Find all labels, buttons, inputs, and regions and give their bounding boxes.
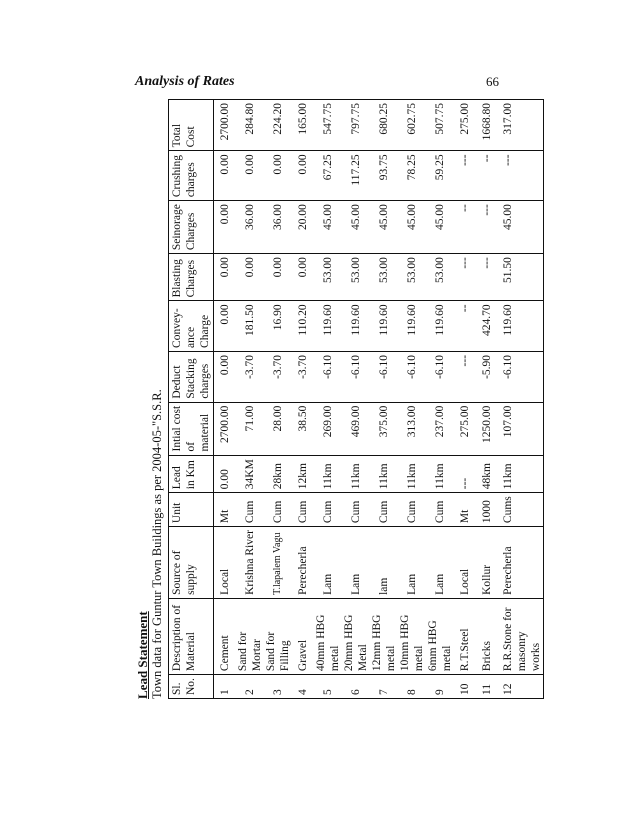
table-row — [426, 100, 454, 699]
table-cell: 71.00 — [236, 402, 264, 455]
table-cell: 119.60 — [342, 301, 370, 352]
table-cell: Mt — [454, 493, 476, 527]
table-cell: 119.60 — [370, 301, 398, 352]
table-cell: 275.00 — [454, 100, 476, 151]
table-cell: 424.70 — [476, 301, 498, 352]
table-cell: Gravel — [292, 598, 314, 674]
table-cell: 107.00 — [498, 402, 544, 455]
table-cell: 2700.00 — [214, 100, 237, 151]
table-cell: 0.00 — [236, 151, 264, 201]
table-cell: -6.10 — [426, 351, 454, 402]
table-cell: 8 — [398, 675, 426, 699]
table-cell: --- — [476, 201, 498, 254]
table-cell: Kollur — [476, 527, 498, 599]
table-cell: 53.00 — [314, 254, 342, 301]
table-cell: 36.00 — [264, 201, 292, 254]
table-cell: 45.00 — [498, 201, 544, 254]
table-cell: Cum — [426, 493, 454, 527]
table-cell: 45.00 — [342, 201, 370, 254]
table-cell: 16.90 — [264, 301, 292, 352]
table-cell: -- — [454, 301, 476, 352]
table-cell: 2 — [236, 675, 264, 699]
table-cell: --- — [498, 151, 544, 201]
table-cell: 680.25 — [370, 100, 398, 151]
table-cell: 547.75 — [314, 100, 342, 151]
table-cell: 7 — [370, 675, 398, 699]
table-cell: Cum — [398, 493, 426, 527]
table-cell: R.R.Stone for masonry works — [498, 598, 544, 674]
table-cell: 53.00 — [426, 254, 454, 301]
table-cell: 10mm HBG metal — [398, 598, 426, 674]
table-cell: Sand for Mortar — [236, 598, 264, 674]
table-cell: T.lapalem Vagu — [264, 527, 292, 599]
table-cell: Perecherla — [292, 527, 314, 599]
table-cell: 119.60 — [498, 301, 544, 352]
table-cell: 12 — [498, 675, 544, 699]
table-cell: 53.00 — [398, 254, 426, 301]
table-cell: Cum — [236, 493, 264, 527]
table-cell: 45.00 — [426, 201, 454, 254]
table-cell: Lam — [398, 527, 426, 599]
table-cell: -- — [476, 151, 498, 201]
table-cell: 12km — [292, 455, 314, 493]
table-cell: 602.75 — [398, 100, 426, 151]
table-cell: --- — [476, 254, 498, 301]
table-cell: 317.00 — [498, 100, 544, 151]
lead-statement-table — [168, 99, 544, 699]
table-cell: 0.00 — [264, 151, 292, 201]
table-cell: 1000 — [476, 493, 498, 527]
table-title: Lead Statement — [135, 611, 150, 699]
table-cell: 67.25 — [314, 151, 342, 201]
table-cell: 0.00 — [214, 151, 237, 201]
table-cell: -6.10 — [498, 351, 544, 402]
table-cell: -- — [454, 201, 476, 254]
table-cell: 119.60 — [426, 301, 454, 352]
table-cell: --- — [454, 351, 476, 402]
table-cell: 110.20 — [292, 301, 314, 352]
running-head: Analysis of Rates — [135, 74, 235, 89]
table-cell: -5.90 — [476, 351, 498, 402]
table-cell: 6 — [342, 675, 370, 699]
page-number: 66 — [486, 74, 499, 89]
table-cell: Mt — [214, 493, 237, 527]
table-cell: 165.00 — [292, 100, 314, 151]
table-cell: Perecherla — [498, 527, 544, 599]
table-row — [292, 100, 314, 699]
table-cell: Cum — [264, 493, 292, 527]
table-cell: Local — [214, 527, 237, 599]
table-cell: R.T.Steel — [454, 598, 476, 674]
table-cell: 38.50 — [292, 402, 314, 455]
table-row — [476, 100, 498, 699]
table-cell: -3.70 — [292, 351, 314, 402]
table-cell: -6.10 — [398, 351, 426, 402]
table-row — [498, 100, 544, 699]
table-cell: 45.00 — [314, 201, 342, 254]
table-cell: --- — [454, 151, 476, 201]
table-cell: 0.00 — [264, 254, 292, 301]
table-cell: 375.00 — [370, 402, 398, 455]
table-cell: 275.00 — [454, 402, 476, 455]
table-cell: 0.00 — [236, 254, 264, 301]
table-cell: 11km — [342, 455, 370, 493]
table-cell: Krishna River — [236, 527, 264, 599]
table-cell: 797.75 — [342, 100, 370, 151]
table-cell: 34KM — [236, 455, 264, 493]
table-cell: 28km — [264, 455, 292, 493]
table-cell: Bricks — [476, 598, 498, 674]
column-header: Crushing charges — [169, 151, 214, 201]
table-cell: 51.50 — [498, 254, 544, 301]
table-cell: 78.25 — [398, 151, 426, 201]
table-cell: 53.00 — [370, 254, 398, 301]
table-cell: 28.00 — [264, 402, 292, 455]
table-cell: 0.00 — [214, 455, 237, 493]
table-cell: -3.70 — [264, 351, 292, 402]
table-cell: 4 — [292, 675, 314, 699]
table-cell: Sand for Filling — [264, 598, 292, 674]
table-cell: Cums — [498, 493, 544, 527]
table-cell: 507.75 — [426, 100, 454, 151]
table-cell: 36.00 — [236, 201, 264, 254]
table-cell: 93.75 — [370, 151, 398, 201]
table-cell: 0.00 — [292, 151, 314, 201]
column-header: Lead in Km — [169, 455, 214, 493]
table-cell: 11km — [426, 455, 454, 493]
table-subtitle: Town data for Guntur Town Buildings as per 2004-05-"S.S.R. — [150, 389, 164, 699]
table-cell: 48km — [476, 455, 498, 493]
table-row — [398, 100, 426, 699]
table-cell: 11km — [398, 455, 426, 493]
table-cell: 119.60 — [398, 301, 426, 352]
table-cell: 0.00 — [214, 351, 237, 402]
table-cell: 59.25 — [426, 151, 454, 201]
table-cell: Cement — [214, 598, 237, 674]
table-cell: 6mm HBG metal — [426, 598, 454, 674]
table-cell: 0.00 — [214, 301, 237, 352]
table-cell: 2700.00 — [214, 402, 237, 455]
table-cell: 284.80 — [236, 100, 264, 151]
table-cell: 10 — [454, 675, 476, 699]
table-cell: 1668.80 — [476, 100, 498, 151]
column-header: Total Cost — [169, 100, 214, 151]
table-cell: 224.20 — [264, 100, 292, 151]
table-row — [342, 100, 370, 699]
table-cell: Local — [454, 527, 476, 599]
table-cell: -6.10 — [314, 351, 342, 402]
column-header: Blasting Charges — [169, 254, 214, 301]
table-cell: -3.70 — [236, 351, 264, 402]
table-cell: 0.00 — [292, 254, 314, 301]
table-cell: 11km — [370, 455, 398, 493]
table-cell: Cum — [370, 493, 398, 527]
table-cell: Lam — [314, 527, 342, 599]
column-header: Description of Material — [169, 598, 214, 674]
table-cell: 9 — [426, 675, 454, 699]
table-cell: Lam — [426, 527, 454, 599]
column-header: Sl. No. — [169, 675, 214, 699]
column-header: Intial cost of material — [169, 402, 214, 455]
column-header: Unit — [169, 493, 214, 527]
header-row — [169, 100, 214, 699]
table-cell: -6.10 — [342, 351, 370, 402]
table-cell: Cum — [342, 493, 370, 527]
column-header: Convey-ance Charge — [169, 301, 214, 352]
table-cell: 117.25 — [342, 151, 370, 201]
table-row — [236, 100, 264, 699]
column-header: Deduct Stacking charges — [169, 351, 214, 402]
table-cell: --- — [454, 455, 476, 493]
table-cell: 5 — [314, 675, 342, 699]
table-cell: 0.00 — [214, 201, 237, 254]
table-cell: 11km — [498, 455, 544, 493]
table-row — [214, 100, 237, 699]
column-header: Source of supply — [169, 527, 214, 599]
table-cell: 20mm HBG Metal — [342, 598, 370, 674]
column-header: Seinorage Charges — [169, 201, 214, 254]
table-cell: 11km — [314, 455, 342, 493]
table-cell: 1 — [214, 675, 237, 699]
table-cell: lam — [370, 527, 398, 599]
table-cell: --- — [454, 254, 476, 301]
table-cell: -6.10 — [370, 351, 398, 402]
table-row — [264, 100, 292, 699]
table-row — [370, 100, 398, 699]
table-cell: 181.50 — [236, 301, 264, 352]
table-cell: 469.00 — [342, 402, 370, 455]
table-cell: 11 — [476, 675, 498, 699]
table-cell: 45.00 — [398, 201, 426, 254]
table-cell: Lam — [342, 527, 370, 599]
table-cell: 1250.00 — [476, 402, 498, 455]
table-cell: 53.00 — [342, 254, 370, 301]
table-cell: 20.00 — [292, 201, 314, 254]
table-cell: 237.00 — [426, 402, 454, 455]
table-cell: 40mm HBG metal — [314, 598, 342, 674]
table-cell: 119.60 — [314, 301, 342, 352]
table-cell: 0.00 — [214, 254, 237, 301]
table-cell: 12mm HBG metal — [370, 598, 398, 674]
table-cell: 3 — [264, 675, 292, 699]
table-cell: 269.00 — [314, 402, 342, 455]
table-cell: 313.00 — [398, 402, 426, 455]
table-row — [314, 100, 342, 699]
rotated-table-block — [135, 99, 542, 699]
table-cell: Cum — [292, 493, 314, 527]
table-cell: 45.00 — [370, 201, 398, 254]
table-row — [454, 100, 476, 699]
table-cell: Cum — [314, 493, 342, 527]
